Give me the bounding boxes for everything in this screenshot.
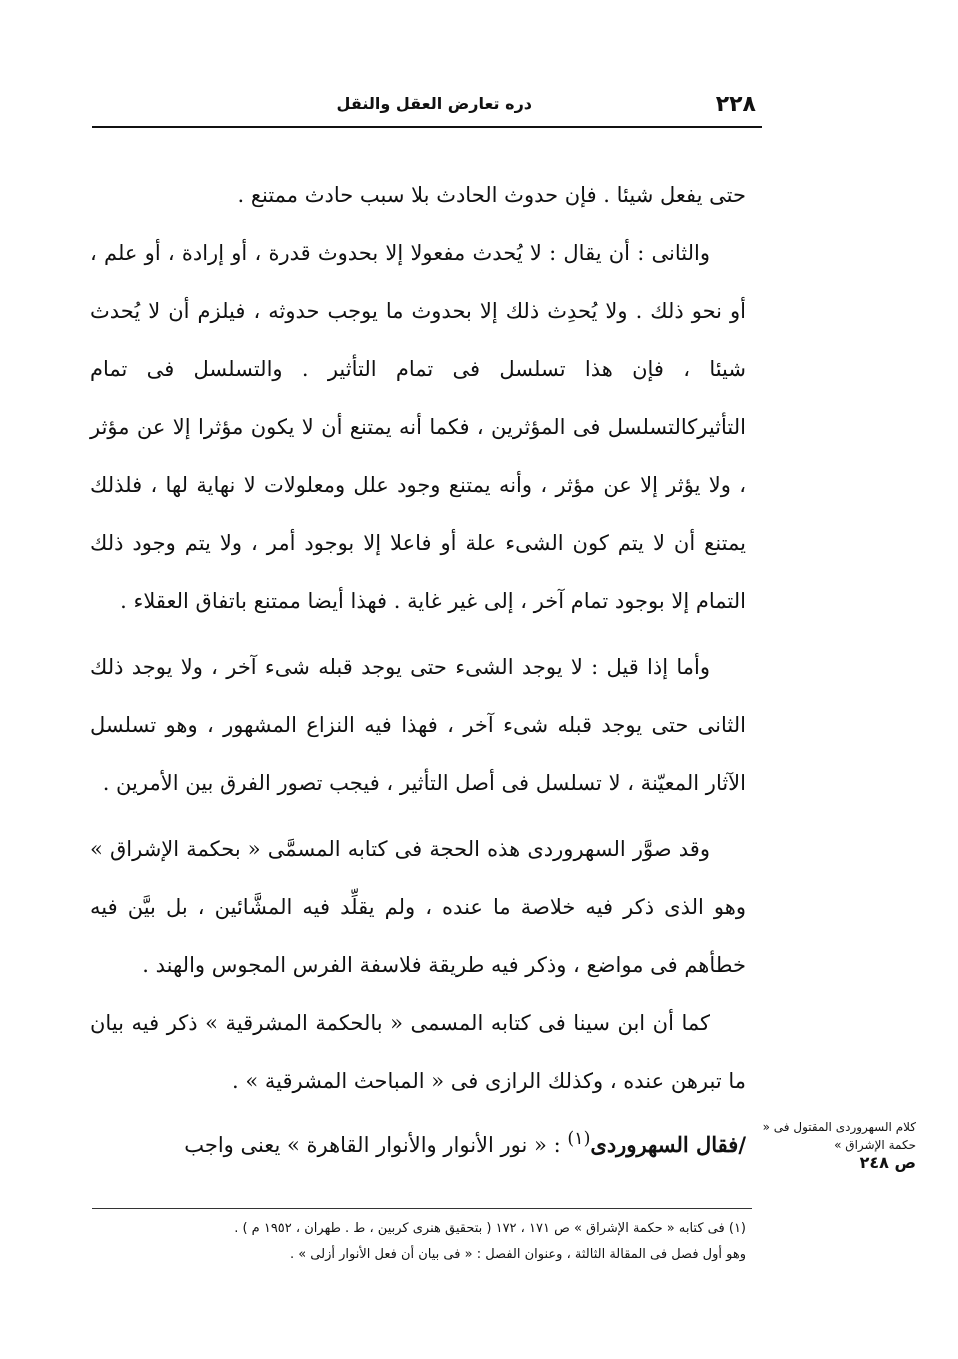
- paragraph-5: كما أن ابن سينا فى كتابه المسمى « بالحكمة المشرقية » ذكر فيه بيان ما تبرهن عنده ، وكذلك الرازى فى « المباحث المشرقية » .: [90, 1011, 746, 1093]
- paragraph-4: وقد صوَّر السهروردى هذه الحجة فى كتابه المسمَّى « بحكمة الإشراق » وهو الذى ذكر فيه خلاصة ما عنده ، ولم يقلِّد فيه المشَّائين ، بل بيَّن فيه خطأهم فى مواضع ، وذكر فيه طريقة فلاسفة الفرس المجوس والهند .: [90, 837, 746, 977]
- footnote-marker: (١): [567, 1129, 591, 1149]
- running-title: دره تعارض العقل والنقل: [336, 94, 532, 113]
- text-line-1: حتى يفعل شيئا . فإن حدوث الحادث بلا سبب حادث ممتنع .: [237, 183, 746, 207]
- margin-note-ref: ص ٢٤٨: [859, 1153, 916, 1172]
- margin-note-text: كلام السهروردى المقتول فى « حكمة الإشراق »: [762, 1120, 916, 1152]
- margin-note: [756, 1118, 916, 1172]
- page-number: ٢٢٨: [715, 92, 756, 117]
- main-text: [90, 166, 746, 1174]
- paragraph-2: والثانى : أن يقال : لا يُحدث مفعولا إلا بحدوث قدرة ، أو إرادة ، أو علم ، أو نحو ذلك . ولا يُحدِث ذلك إلا بحدوث ما يوجب حدوثه ، فيلزم أن لا يُحدث شيئا ، فإن هذا تسلسل فى تمام التأثير . والتسلسل فى تمام التأثيركالتسلسل فى المؤثرين ، فكما أنه يمتنع أن لا يكون مؤثرا إلا عن مؤثر ، ولا يؤثر إلا عن مؤثر ، وأنه يمتنع وجود علل ومعلولات لا نهاية لها ، فلذلك يمتنع أن لا يتم كون الشىء علة أو فاعلا إلا بوجود أمر ، ولا يتم وجود ذلك التمام إلا بوجود تمام آخر ، إلى غير غاية . فهذا أيضا ممتنع باتفاق العقلاء .: [90, 241, 746, 613]
- footnote-rule: [92, 1208, 752, 1209]
- paragraph-3: وأما إذا قيل : لا يوجد الشىء حتى يوجد قبله شىء آخر ، ولا يوجد ذلك الثانى حتى يوجد قبله شىء آخر ، فهذا فيه النزاع المشهور ، وهو تسلسل الآثار المعيّنة ، لا تسلسل فى أصل التأثير ، فيجب تصور الفرق بين الأمرين .: [90, 655, 746, 795]
- paragraph-6: [90, 1110, 746, 1174]
- quote-start: : « نور الأنوار والأنوار القاهرة » يعنى واجب: [184, 1133, 568, 1157]
- header-rule: [92, 126, 762, 128]
- speaker-label: /فقال السهروردى: [590, 1132, 746, 1157]
- footnote-1: (١) فى كتابه « حكمة الإشراق » ص ١٧١ ، ١٧٢ ( بتحقيق هنرى كربين ، ط . طهران ، ١٩٥٢ م ) .: [234, 1221, 746, 1236]
- footnote-2: وهو أول فصل فى المقالة الثالثة ، وعنوان الفصل : « فى بيان أن فعل الأنوار أزلى » .: [289, 1247, 746, 1262]
- footnotes: [86, 1216, 746, 1268]
- page-header: [92, 92, 762, 122]
